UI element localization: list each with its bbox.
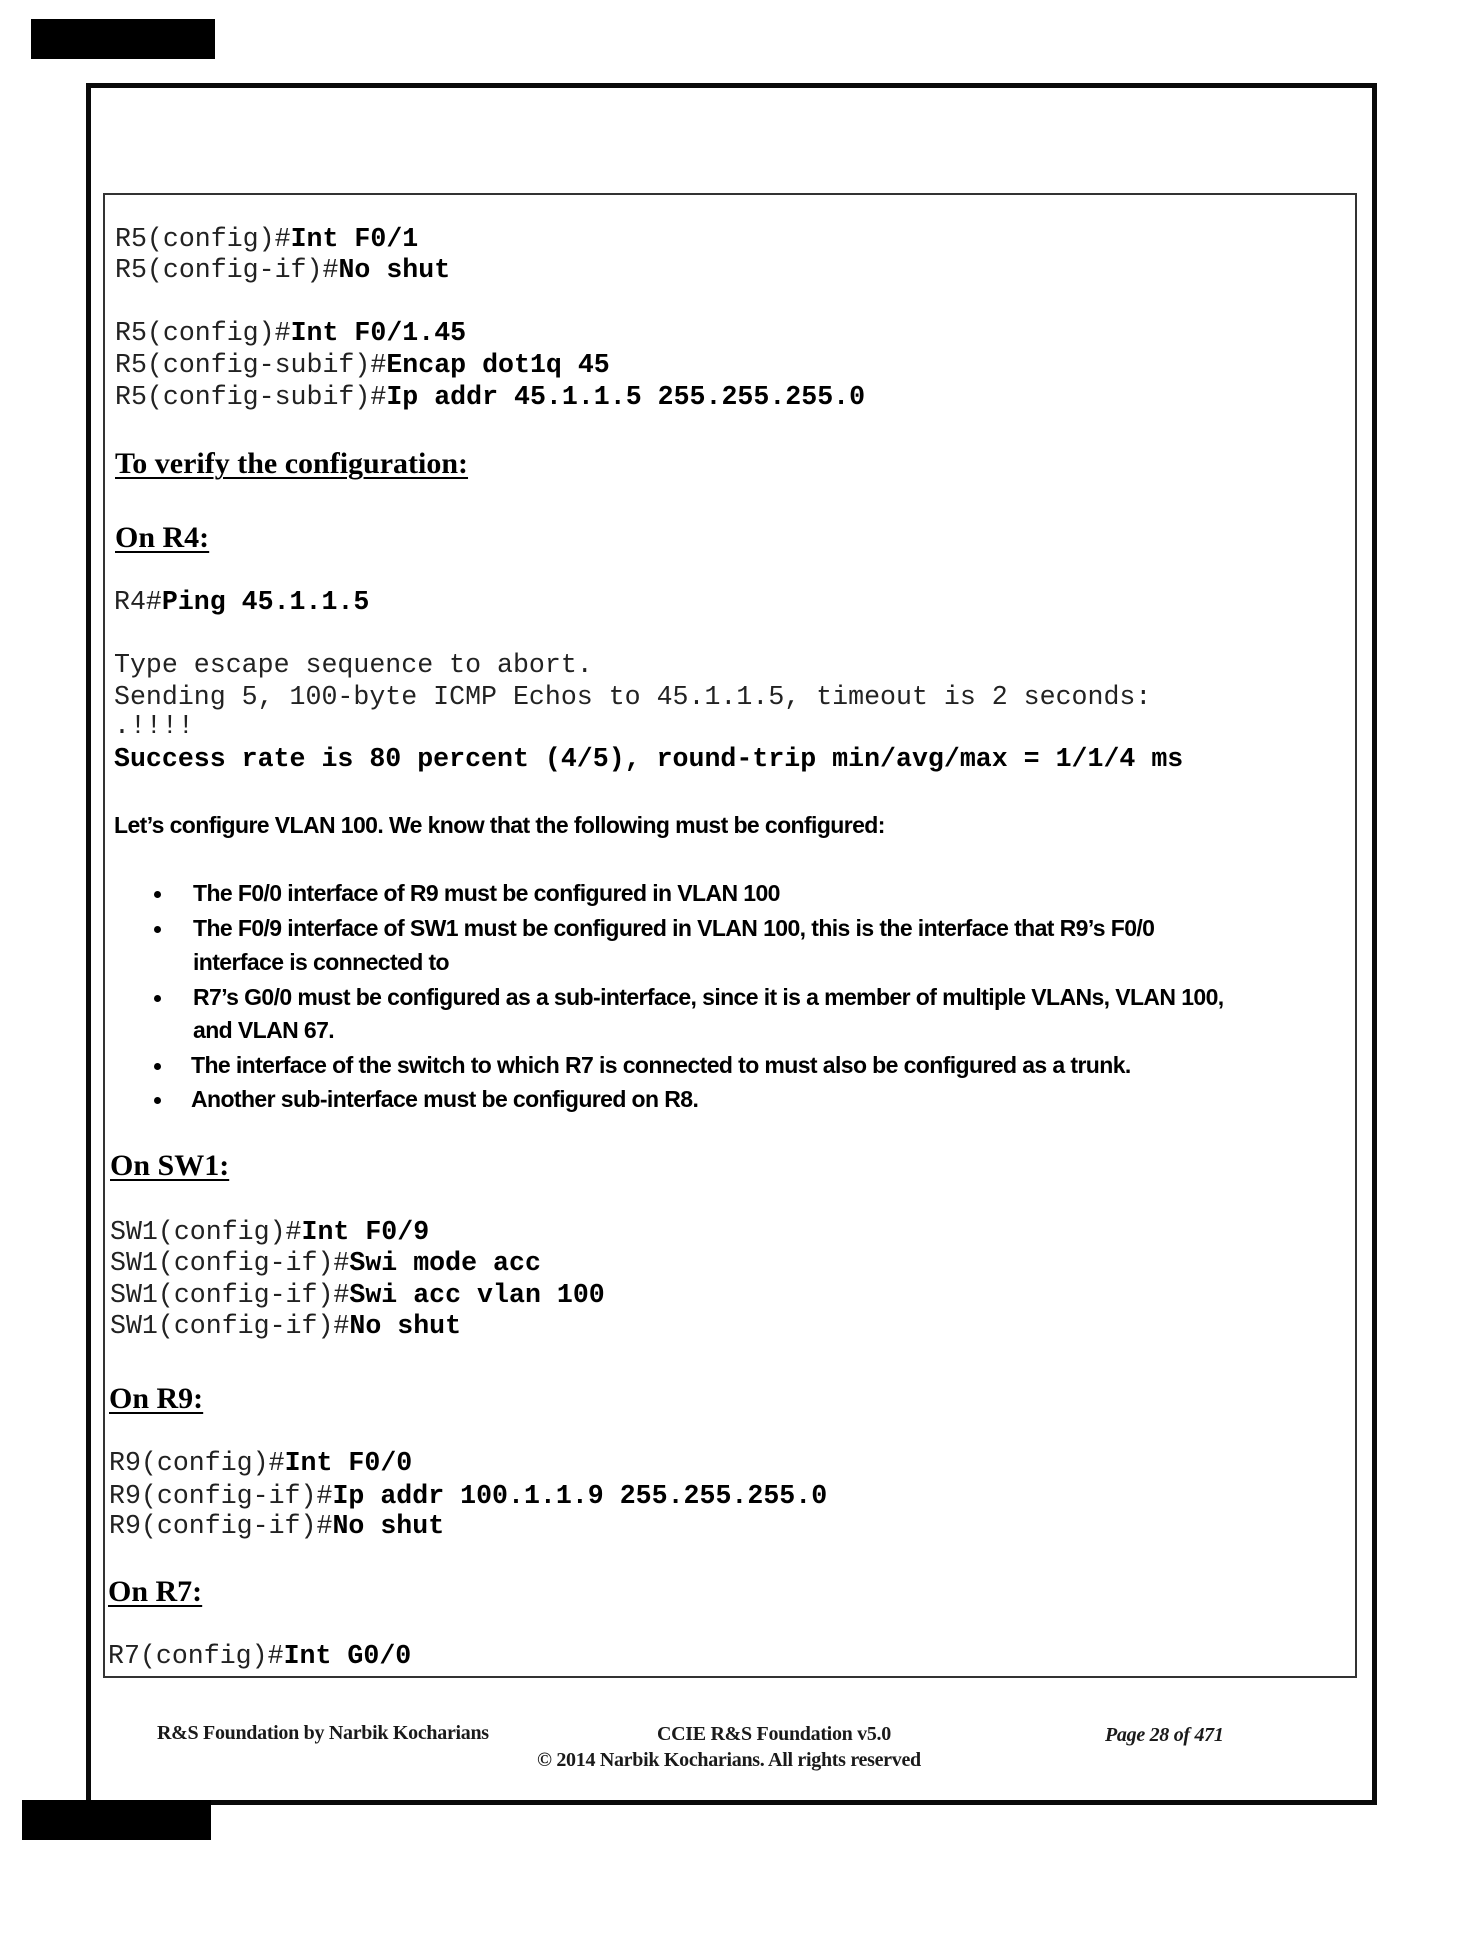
section-heading-r4: On R4: [115,521,210,554]
ping-output-line: .!!!! [114,711,194,741]
cli-command: Int F0/9 [301,1217,430,1247]
code-line [110,1313,461,1340]
cli-command: No shut [332,1511,445,1541]
section-heading-sw1: On SW1: [110,1149,230,1182]
cli-prompt: R9(config-if)# [109,1481,333,1511]
cli-command: Ip addr 45.1.1.5 255.255.255.0 [386,382,866,412]
cli-command: Swi mode acc [349,1248,541,1278]
code-line [115,226,418,253]
cli-prompt: R5(config-subif)# [115,382,387,412]
cli-command: Int G0/0 [283,1641,412,1671]
list-item-text: R7’s G0/0 must be configured as a sub-interface, since it is a member of multiple VLANs, VLAN 100, [193,984,1224,1010]
section-heading-verify: To verify the configuration: [115,447,469,480]
cli-command: Int F0/0 [284,1448,413,1478]
cli-prompt: R9(config)# [109,1448,285,1478]
code-line [115,257,450,284]
cli-command: Int F0/1.45 [290,318,467,348]
code-line [114,589,369,616]
code-line [109,1483,827,1510]
cli-command: No shut [338,255,451,285]
section-heading-r9: On R9: [109,1382,204,1415]
cli-prompt: SW1(config)# [110,1217,302,1247]
bullet-icon [154,926,161,933]
cli-prompt: R5(config-if)# [115,255,339,285]
cli-prompt: SW1(config-if)# [110,1311,350,1341]
redaction-block-bottom [22,1800,211,1840]
cli-command: Swi acc vlan 100 [349,1280,605,1310]
list-item-text: The F0/0 interface of R9 must be configured in VLAN 100 [193,880,780,906]
code-line [109,1513,444,1540]
cli-prompt: SW1(config-if)# [110,1248,350,1278]
cli-prompt: R5(config)# [115,224,291,254]
footer-title: CCIE R&S Foundation v5.0 [657,1723,891,1745]
list-item-text: The F0/9 interface of SW1 must be configured in VLAN 100, this is the interface that R9’s F0/0 [193,915,1155,941]
bullet-icon [154,995,161,1002]
code-line [115,320,466,347]
bullet-icon [154,891,161,898]
cli-prompt: R4# [114,587,162,617]
code-line [110,1219,429,1246]
code-line [108,1643,411,1670]
ping-output-line: Sending 5, 100-byte ICMP Echos to 45.1.1.5, timeout is 2 seconds: [114,682,1152,712]
list-item-text: Another sub-interface must be configured on R8. [191,1086,699,1112]
redaction-block-top [31,19,215,59]
cli-command: Ping 45.1.1.5 [161,587,370,617]
cli-prompt: R5(config-subif)# [115,350,387,380]
cli-command: Encap dot1q 45 [386,350,610,380]
code-line [115,352,610,379]
cli-command: No shut [349,1311,462,1341]
ping-output-line: Type escape sequence to abort. [114,650,593,680]
cli-prompt: R7(config)# [108,1641,284,1671]
cli-prompt: SW1(config-if)# [110,1280,350,1310]
bullet-icon [154,1097,161,1104]
section-heading-r7: On R7: [108,1575,203,1608]
list-item-text: interface is connected to [193,949,449,975]
ping-success-line: Success rate is 80 percent (4/5), round-trip min/avg/max = 1/1/4 ms [114,744,1184,774]
code-line [115,384,865,411]
list-item-text: and VLAN 67. [193,1017,335,1043]
code-line [109,1450,412,1477]
footer-author: R&S Foundation by Narbik Kocharians [157,1722,489,1744]
footer-page-number: Page 28 of 471 [1105,1724,1224,1746]
cli-command: Int F0/1 [290,224,419,254]
cli-prompt: R5(config)# [115,318,291,348]
bullet-icon [154,1063,161,1070]
cli-command: Ip addr 100.1.1.9 255.255.255.0 [332,1481,828,1511]
code-line [110,1250,541,1277]
footer-copyright: © 2014 Narbik Kocharians. All rights reserved [537,1749,921,1771]
code-line [110,1282,605,1309]
cli-prompt: R9(config-if)# [109,1511,333,1541]
list-item-text: The interface of the switch to which R7 is connected to must also be configured as a trunk. [191,1052,1131,1078]
intro-paragraph: Let’s configure VLAN 100. We know that the following must be configured: [114,812,885,838]
